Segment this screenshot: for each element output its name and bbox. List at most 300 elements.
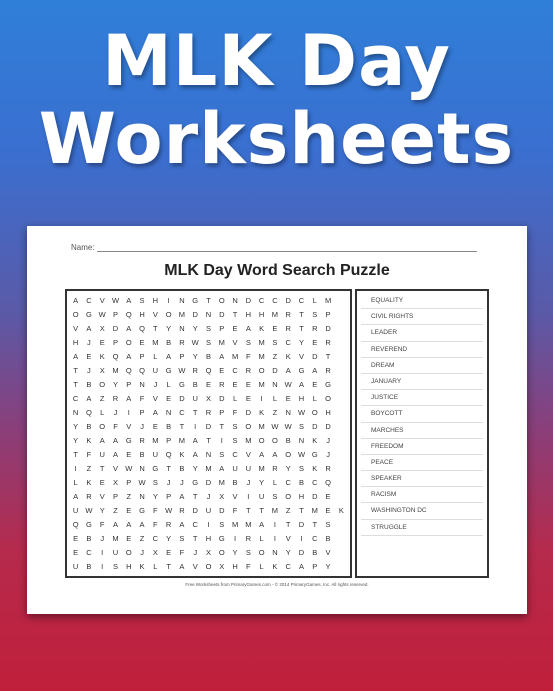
grid-letter: O (125, 337, 132, 347)
grid-letter: P (219, 323, 225, 333)
grid-letter: M (152, 337, 159, 347)
grid-letter: F (179, 548, 185, 558)
grid-letter: V (285, 534, 291, 544)
grid-letter: T (73, 450, 78, 460)
grid-letter: E (232, 379, 238, 389)
word-list (355, 289, 489, 578)
grid-letter: Y (152, 492, 158, 502)
grid-letter: O (205, 562, 212, 572)
puzzle-title: MLK Day Word Search Puzzle (164, 262, 390, 279)
grid-letter: M (178, 309, 186, 319)
grid-letter: P (219, 407, 225, 417)
grid-letter: S (219, 450, 225, 460)
grid-letter: Y (285, 464, 291, 474)
grid-letter: E (99, 478, 105, 488)
grid-letter: Y (166, 534, 172, 544)
grid-letter (335, 349, 348, 363)
grid-letter: B (205, 351, 211, 361)
grid-letter (335, 532, 348, 546)
grid-letter: Q (165, 450, 172, 460)
grid-letter: T (206, 436, 211, 446)
grid-letter: H (126, 562, 132, 572)
grid-letter: A (312, 365, 318, 375)
grid-letter: E (232, 323, 238, 333)
grid-letter: P (325, 309, 331, 319)
grid-letter: U (245, 464, 252, 474)
grid-letter: B (166, 337, 172, 347)
grid-letter: R (272, 464, 278, 474)
grid-letter: B (86, 562, 92, 572)
grid-letter: T (232, 309, 238, 319)
grid-letter: Y (99, 506, 105, 516)
grid-letter: G (179, 379, 185, 389)
grid-letter (335, 560, 348, 574)
grid-letter: K (259, 323, 265, 333)
grid-letter: A (245, 323, 251, 333)
name-field (71, 243, 477, 252)
grid-letter: D (312, 421, 318, 431)
grid-letter: K (312, 464, 318, 474)
grid-letter: M (218, 337, 225, 347)
grid-letter: S (272, 337, 278, 347)
grid-letter: G (86, 309, 92, 319)
grid-letter: S (205, 323, 211, 333)
grid-letter: U (258, 492, 265, 502)
grid-letter: D (312, 492, 318, 502)
grid-letter: R (325, 337, 331, 347)
grid-letter: H (72, 337, 79, 347)
grid-letter: L (153, 351, 158, 361)
grid-letter: A (259, 450, 265, 460)
grid-letter: T (246, 506, 251, 516)
grid-letter: W (191, 337, 199, 347)
grid-letter: M (271, 506, 279, 516)
word-list-item: RACISM (361, 487, 483, 503)
grid-letter (335, 448, 348, 462)
grid-letter: U (99, 450, 105, 460)
grid-letter: W (297, 450, 306, 460)
grid-letter: Y (166, 323, 172, 333)
grid-letter: R (165, 520, 172, 530)
grid-letter: O (218, 295, 225, 305)
grid-letter: J (140, 421, 144, 431)
grid-letter: B (285, 436, 291, 446)
grid-letter: C (232, 365, 238, 375)
grid-letter: M (258, 421, 265, 431)
grid-letter: T (219, 421, 225, 431)
grid-letter: B (166, 421, 172, 431)
grid-letter: X (219, 562, 225, 572)
grid-letter: I (101, 562, 104, 572)
word-list-item: LEADER (361, 325, 483, 341)
grid-letter: C (258, 295, 265, 305)
grid-letter: T (73, 365, 78, 375)
grid-letter: I (194, 421, 197, 431)
grid-letter: C (285, 562, 291, 572)
grid-letter: O (285, 450, 292, 460)
grid-letter: T (166, 464, 171, 474)
grid-letter: R (179, 506, 185, 516)
word-list-item: SPEAKER (361, 471, 483, 487)
grid-letter: S (205, 337, 211, 347)
grid-letter: M (245, 520, 252, 530)
grid-letter: W (98, 309, 106, 319)
grid-letter: K (139, 562, 145, 572)
grid-letter: S (312, 309, 318, 319)
grid-letter: A (139, 520, 145, 530)
grid-letter: L (259, 534, 264, 544)
grid-letter (335, 293, 348, 307)
grid-letter: M (178, 436, 186, 446)
grid-letter: V (99, 295, 105, 305)
grid-letter: O (245, 421, 252, 431)
grid-letter: O (258, 365, 265, 375)
grid-letter: T (312, 520, 318, 530)
grid-letter: A (126, 393, 132, 403)
grid-letter: T (179, 421, 185, 431)
grid-letter: E (219, 365, 225, 375)
grid-letter: M (245, 436, 252, 446)
grid-letter (335, 546, 348, 560)
grid-letter: A (192, 436, 198, 446)
grid-letter: E (312, 337, 318, 347)
grid-letter: U (232, 464, 238, 474)
grid-letter: Y (73, 421, 79, 431)
grid-letter: V (99, 492, 105, 502)
grid-letter: Y (325, 562, 331, 572)
grid-letter: L (166, 379, 171, 389)
grid-letter: X (99, 365, 105, 375)
grid-letter: O (272, 436, 278, 446)
grid-letter: M (218, 478, 225, 488)
word-list-item: JUSTICE (361, 390, 483, 406)
grid-letter: J (326, 450, 330, 460)
grid-letter: W (85, 506, 93, 516)
grid-letter: V (152, 309, 158, 319)
grid-letter (335, 307, 348, 321)
grid-letter: S (298, 464, 304, 474)
banner-title-line-2: Worksheets (38, 98, 515, 180)
grid-letter: S (325, 520, 331, 530)
grid-letter: G (311, 450, 318, 460)
grid-letter (335, 434, 348, 448)
grid-letter: D (245, 407, 252, 417)
grid-letter: J (87, 365, 91, 375)
grid-letter: B (86, 379, 92, 389)
banner-title-line-1: MLK Day (102, 20, 451, 102)
grid-letter: B (86, 534, 92, 544)
grid-letter: E (126, 450, 132, 460)
grid-letter: M (258, 351, 265, 361)
grid-letter: H (298, 393, 305, 403)
grid-letter: U (152, 365, 159, 375)
grid-letter: K (259, 407, 265, 417)
worksheet-preview[interactable] (27, 226, 527, 614)
grid-letter: T (99, 464, 105, 474)
grid-letter: K (179, 450, 185, 460)
grid-letter: D (272, 365, 278, 375)
grid-letter (335, 391, 348, 405)
word-list-item: DREAM (361, 358, 483, 374)
grid-letter: M (324, 295, 332, 305)
grid-letter: E (139, 337, 145, 347)
letter-grid (65, 289, 352, 578)
grid-letter: V (325, 548, 331, 558)
grid-letter: T (206, 295, 211, 305)
grid-letter: T (166, 562, 171, 572)
grid-letter: M (112, 534, 119, 544)
grid-letter: T (299, 506, 304, 516)
grid-letter: W (111, 295, 120, 305)
grid-letter: B (139, 450, 145, 460)
grid-letter: V (232, 337, 238, 347)
grid-letter: A (219, 351, 225, 361)
grid-letter: E (166, 393, 172, 403)
grid-letter: O (125, 548, 132, 558)
grid-letter: W (138, 478, 146, 488)
grid-letter: D (219, 506, 225, 516)
grid-letter: D (298, 548, 305, 558)
grid-letter: W (165, 506, 173, 516)
grid-letter: I (260, 393, 263, 403)
grid-letter: O (99, 379, 106, 389)
grid-letter: A (166, 351, 172, 361)
grid-letter: W (284, 421, 292, 431)
grid-letter: O (72, 309, 79, 319)
grid-letter: I (300, 534, 303, 544)
grid-letter: A (192, 450, 198, 460)
grid-letter: K (272, 562, 278, 572)
grid-letter: E (285, 393, 291, 403)
word-list-item: JANUARY (361, 374, 483, 390)
grid-letter: W (284, 379, 292, 389)
grid-letter: K (99, 351, 105, 361)
grid-letter: V (232, 492, 238, 502)
grid-letter: N (205, 450, 212, 460)
grid-letter: G (325, 379, 331, 389)
grid-letter: A (298, 379, 304, 389)
grid-letter: N (285, 407, 291, 417)
grid-letter: E (73, 534, 79, 544)
grid-letter: Y (192, 351, 198, 361)
word-list-item: PEACE (361, 455, 483, 471)
grid-letter: C (179, 407, 185, 417)
grid-letter: J (100, 534, 105, 544)
grid-letter: B (232, 478, 238, 488)
grid-letter: P (312, 562, 318, 572)
grid-letter (335, 518, 348, 532)
grid-letter: V (152, 393, 158, 403)
grid-letter: U (112, 548, 119, 558)
word-list-item: WASHINGTON DC (361, 503, 483, 519)
grid-letter: J (246, 478, 251, 488)
grid-letter: S (152, 478, 158, 488)
grid-letter: F (153, 506, 158, 516)
grid-letter: A (126, 351, 132, 361)
grid-letter: Y (73, 436, 79, 446)
grid-letter: X (205, 548, 211, 558)
grid-letter: D (219, 393, 225, 403)
grid-letter: A (126, 520, 132, 530)
grid-letter: E (312, 379, 318, 389)
grid-letter: E (126, 506, 132, 516)
grid-letter: Y (192, 464, 198, 474)
grid-letter: N (165, 407, 172, 417)
grid-letter: F (232, 407, 238, 417)
grid-letter: R (179, 337, 185, 347)
grid-letter: G (125, 436, 132, 446)
grid-letter: M (258, 337, 265, 347)
grid-letter: D (219, 309, 225, 319)
grid-letter: C (232, 450, 238, 460)
grid-letter: E (272, 323, 278, 333)
grid-letter: G (139, 506, 145, 516)
grid-letter: D (179, 393, 185, 403)
word-list-item: CIVIL RIGHTS (361, 309, 483, 325)
grid-letter: P (112, 309, 118, 319)
grid-letter: U (152, 450, 159, 460)
grid-letter: Z (113, 506, 118, 516)
grid-letter: Y (298, 337, 304, 347)
grid-letter: J (140, 548, 144, 558)
grid-letter: C (72, 393, 79, 403)
grid-letter: N (272, 548, 278, 558)
grid-letter: T (259, 506, 264, 516)
grid-letter: Z (126, 492, 132, 502)
grid-letter: D (298, 520, 305, 530)
grid-letter: H (258, 309, 265, 319)
grid-letter: H (232, 562, 238, 572)
grid-letter: C (285, 337, 291, 347)
grid-letter: V (112, 464, 118, 474)
grid-letter: Y (259, 478, 265, 488)
grid-letter: F (139, 393, 145, 403)
grid-letter: H (325, 407, 331, 417)
grid-letter: I (74, 464, 77, 474)
grid-letter: Q (139, 323, 145, 333)
grid-letter: D (112, 323, 119, 333)
grid-letter: F (232, 506, 238, 516)
grid-letter: I (247, 492, 250, 502)
word-list-item: EQUALITY (361, 293, 483, 309)
banner-title (0, 22, 553, 178)
grid-letter: G (165, 365, 172, 375)
grid-letter: R (312, 323, 318, 333)
grid-letter: S (179, 534, 185, 544)
grid-letter: A (73, 351, 79, 361)
grid-letter: S (232, 421, 238, 431)
grid-letter (335, 363, 348, 377)
grid-letter: L (153, 562, 158, 572)
grid-letter (335, 419, 348, 433)
grid-letter: S (245, 548, 251, 558)
grid-letter: P (126, 478, 132, 488)
grid-letter: S (298, 421, 304, 431)
grid-letter: D (325, 323, 331, 333)
grid-letter: X (219, 492, 225, 502)
grid-letter: F (113, 421, 118, 431)
grid-letter: A (219, 464, 225, 474)
grid-letter: Q (72, 520, 79, 530)
grid-letter: C (86, 295, 92, 305)
grid-letter: S (139, 295, 145, 305)
grid-letter: A (179, 492, 185, 502)
grid-letter: X (205, 393, 211, 403)
grid-letter (335, 321, 348, 335)
grid-letter: C (298, 295, 305, 305)
grid-letter: T (285, 520, 291, 530)
grid-letter: A (126, 323, 132, 333)
grid-letter: D (312, 351, 318, 361)
grid-letter: Q (86, 407, 92, 417)
grid-letter: Q (125, 309, 132, 319)
grid-letter: G (86, 520, 92, 530)
grid-letter: S (219, 520, 225, 530)
grid-letter: M (311, 506, 318, 516)
grid-letter: Q (139, 365, 145, 375)
grid-letter: U (72, 562, 79, 572)
grid-letter: L (312, 393, 317, 403)
grid-letter: I (273, 534, 276, 544)
grid-letter: E (152, 421, 158, 431)
grid-letter: E (245, 379, 251, 389)
grid-letter: U (192, 393, 198, 403)
grid-letter: S (272, 492, 278, 502)
grid-letter: R (325, 464, 331, 474)
grid-letter: T (299, 323, 304, 333)
grid-letter: N (232, 295, 238, 305)
grid-letter: W (271, 421, 279, 431)
grid-letter: P (166, 492, 172, 502)
grid-letter: M (205, 464, 212, 474)
grid-letter: C (285, 478, 291, 488)
word-list-item: REVEREND (361, 342, 483, 358)
grid-letter: A (179, 520, 185, 530)
grid-letter: R (245, 365, 252, 375)
grid-letter: I (234, 534, 237, 544)
grid-letter: E (99, 337, 105, 347)
grid-letter: C (312, 534, 318, 544)
grid-letter: I (101, 548, 104, 558)
grid-letter: J (87, 337, 91, 347)
grid-letter: L (312, 295, 317, 305)
grid-letter: L (259, 562, 264, 572)
grid-letter: A (99, 436, 105, 446)
grid-letter: B (312, 548, 318, 558)
grid-letter: V (73, 323, 79, 333)
grid-letter: I (207, 520, 210, 530)
grid-letter: M (258, 464, 265, 474)
grid-letter: A (179, 562, 185, 572)
grid-letter: L (100, 407, 105, 417)
copyright-footer: Free Worksheets from PrimaryGames.com - © 2014 PrimaryGames, Inc. All rights reserved. (185, 582, 369, 587)
grid-letter: U (72, 506, 79, 516)
grid-letter (335, 405, 348, 419)
grid-letter: Y (232, 548, 238, 558)
grid-letter: P (139, 407, 145, 417)
grid-letter: R (112, 393, 119, 403)
grid-letter: R (219, 379, 225, 389)
grid-letter: L (232, 393, 238, 403)
grid-letter: H (139, 309, 145, 319)
grid-letter: N (139, 464, 145, 474)
grid-letter: V (245, 450, 251, 460)
grid-letter: Q (205, 365, 212, 375)
grid-letter: C (192, 520, 198, 530)
grid-letter: N (72, 407, 79, 417)
grid-letter: C (312, 478, 318, 488)
grid-letter: J (153, 379, 158, 389)
